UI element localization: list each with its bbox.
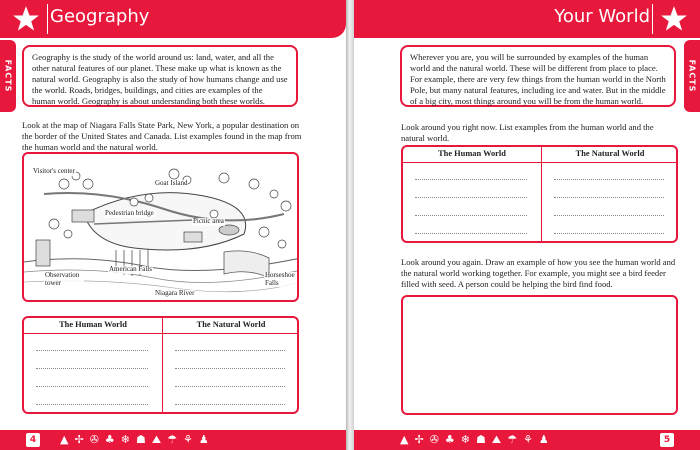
compass-icon: ✇	[429, 433, 439, 446]
human-world-line-3[interactable]	[415, 215, 527, 216]
facts-tab	[684, 40, 700, 112]
turbine-icon: ✢	[74, 433, 84, 446]
map-label-visitors-center: Visitor's center	[33, 167, 75, 175]
camel-icon: ☗	[136, 433, 146, 446]
volcano-icon: ▲	[60, 433, 69, 446]
map-label-goat-island: Goat Island	[155, 179, 188, 187]
human-world-heading: The Human World	[59, 320, 127, 329]
snowflake-icon: ❄	[460, 433, 470, 446]
page-title: Geography	[50, 6, 150, 27]
star-icon	[8, 0, 44, 38]
map-label-picnic-area: Picnic area	[193, 217, 224, 225]
footer-icons	[60, 432, 209, 448]
human-world-line-4[interactable]	[36, 404, 148, 405]
human-world-line-2[interactable]	[415, 197, 527, 198]
niagara-map	[22, 152, 299, 302]
page-title: Your World	[554, 6, 650, 27]
human-world-line-1[interactable]	[36, 350, 148, 351]
facts-box: Geography is the study of the world around us: land, water, and all the other natural features of our planet. These make up what is known as the natural world. Geography is also the study of how humans change and use the world. Roads, bridges, buildings, and cities are examples of the human world. Geography is about understanding both these worlds.	[22, 45, 298, 107]
natural-world-line-2[interactable]	[554, 197, 664, 198]
natural-world-column	[542, 147, 678, 241]
right-header	[354, 0, 700, 38]
natural-world-column	[163, 318, 299, 412]
page-number: 5	[660, 433, 674, 447]
mountain-icon: ⛰	[151, 433, 162, 446]
plant-icon: ⚘	[523, 433, 533, 446]
natural-world-line-2[interactable]	[175, 368, 285, 369]
natural-world-line-3[interactable]	[175, 386, 285, 387]
list-instruction: Look around you right now. List examples from the human world and the natural world.	[401, 122, 654, 143]
left-footer	[0, 430, 346, 450]
natural-world-line-4[interactable]	[554, 233, 664, 234]
natural-world-heading: The Natural World	[575, 149, 645, 158]
snowflake-icon: ❄	[120, 433, 130, 446]
left-header	[0, 0, 346, 38]
volcano-icon: ▲	[400, 433, 409, 446]
page-number: 4	[26, 433, 40, 447]
compass-icon: ✇	[89, 433, 99, 446]
plant-icon: ⚘	[183, 433, 193, 446]
map-instruction: Look at the map of Niagara Falls State Park, New York, a popular destination on the border of the United States and Canada. List examples found in the map from the human world and the natural world.	[22, 120, 302, 152]
natural-world-line-3[interactable]	[554, 215, 664, 216]
umbrella-icon: ☂	[167, 433, 177, 446]
natural-world-line-1[interactable]	[554, 179, 664, 180]
left-worlds-table	[22, 316, 299, 414]
facts-tab	[0, 40, 16, 112]
mountain-icon: ⛰	[491, 433, 502, 446]
human-world-line-4[interactable]	[415, 233, 527, 234]
right-page	[354, 0, 700, 450]
human-world-line-3[interactable]	[36, 386, 148, 387]
natural-world-line-4[interactable]	[175, 404, 285, 405]
natural-world-heading: The Natural World	[196, 320, 266, 329]
human-world-column	[403, 147, 541, 241]
umbrella-icon: ☂	[507, 433, 517, 446]
map-label-observation-tower: Observation tower	[44, 272, 84, 287]
footer-icons	[400, 432, 549, 448]
human-world-line-2[interactable]	[36, 368, 148, 369]
tree-icon: ♣	[444, 433, 455, 446]
map-label-pedestrian-bridge: Pedestrian bridge	[105, 209, 154, 217]
turbine-icon: ✢	[414, 433, 424, 446]
penguin-icon: ♟	[538, 433, 549, 446]
drawing-area[interactable]	[401, 295, 678, 415]
human-world-column	[24, 318, 162, 412]
facts-tab-label: FACTS	[3, 59, 13, 93]
human-world-heading: The Human World	[438, 149, 506, 158]
draw-instruction: Look around you again. Draw an example of how you see the human world and the natural world working together. For example, you might see a bird feeder filled with seed. A person could be helping the bird find food.	[401, 257, 676, 289]
penguin-icon: ♟	[198, 433, 209, 446]
left-page	[0, 0, 346, 450]
facts-tab-label: FACTS	[687, 59, 697, 93]
human-world-line-1[interactable]	[415, 179, 527, 180]
map-label-american-falls: American Falls	[109, 265, 152, 273]
tree-icon: ♣	[104, 433, 115, 446]
right-worlds-table	[401, 145, 678, 243]
star-icon	[656, 0, 692, 38]
book-spine	[346, 0, 354, 450]
map-label-niagara-river: Niagara River	[155, 289, 195, 297]
natural-world-line-1[interactable]	[175, 350, 285, 351]
right-footer	[354, 430, 700, 450]
map-label-horseshoe-falls: Horseshoe Falls	[264, 272, 298, 287]
facts-box: Wherever you are, you will be surrounded by examples of the human world and the natural world. These will be different from place to place. For example, there are very few things from the human world in the North Pole, but many natural features, including ice and water. But in the middle of a big city, most things around you will be from the human world.	[400, 45, 676, 107]
camel-icon: ☗	[476, 433, 486, 446]
